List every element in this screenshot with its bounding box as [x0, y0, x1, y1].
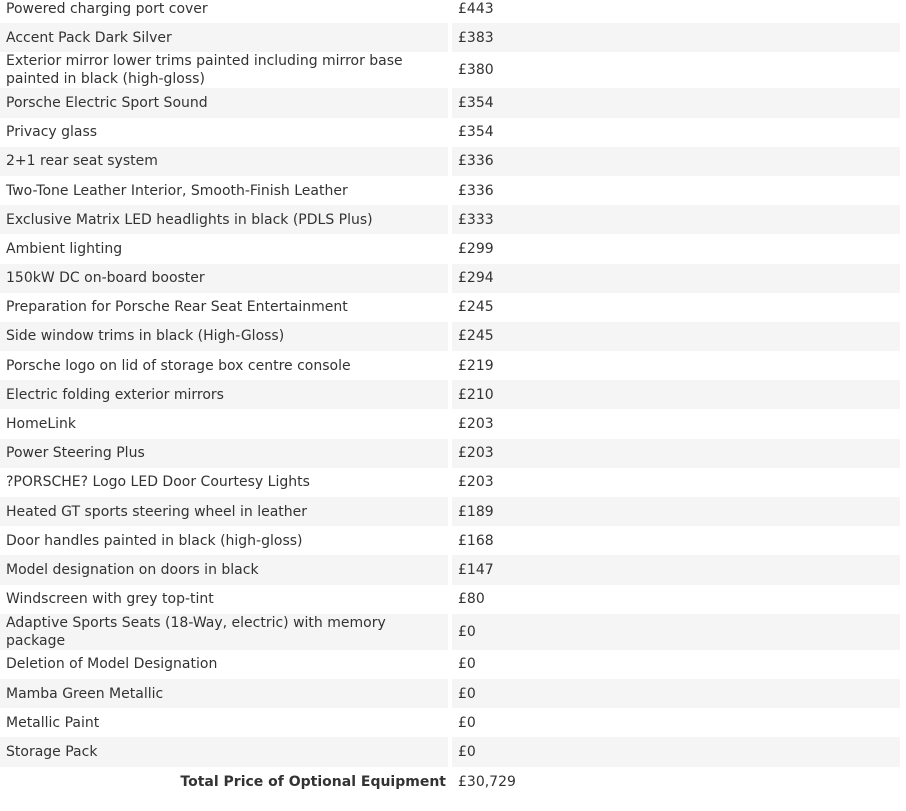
- item-name: Storage Pack: [0, 737, 448, 766]
- item-name: Side window trims in black (High-Gloss): [0, 322, 448, 351]
- item-name: Windscreen with grey top-tint: [0, 585, 448, 614]
- item-name: Model designation on doors in black: [0, 555, 448, 584]
- item-name: Porsche Electric Sport Sound: [0, 88, 448, 117]
- table-row: [0, 0, 900, 23]
- item-price: £203: [452, 468, 900, 497]
- item-price: £294: [452, 264, 900, 293]
- item-price: £0: [452, 679, 900, 708]
- item-price: £0: [452, 708, 900, 737]
- table-row: [0, 293, 900, 322]
- item-price: £147: [452, 555, 900, 584]
- item-price: £203: [452, 409, 900, 438]
- table-row: [0, 23, 900, 52]
- item-price: £354: [452, 88, 900, 117]
- table-row: [0, 205, 900, 234]
- item-price: £383: [452, 23, 900, 52]
- table-row: [0, 614, 900, 650]
- table-row: [0, 147, 900, 176]
- item-name: Metallic Paint: [0, 708, 448, 737]
- item-name: Mamba Green Metallic: [0, 679, 448, 708]
- item-name: Porsche logo on lid of storage box centre console: [0, 351, 448, 380]
- item-name: 2+1 rear seat system: [0, 147, 448, 176]
- table-row: [0, 409, 900, 438]
- table-row: [0, 737, 900, 766]
- item-price: £168: [452, 526, 900, 555]
- item-price: £0: [452, 614, 900, 650]
- item-price: £219: [452, 351, 900, 380]
- item-price: £189: [452, 497, 900, 526]
- item-name: Adaptive Sports Seats (18-Way, electric) with memory package: [0, 614, 448, 650]
- table-row: [0, 176, 900, 205]
- item-price: £299: [452, 234, 900, 263]
- item-name: Privacy glass: [0, 118, 448, 147]
- table-row: [0, 555, 900, 584]
- table-row: [0, 585, 900, 614]
- table-row: [0, 264, 900, 293]
- table-row: [0, 439, 900, 468]
- item-price: £380: [452, 52, 900, 88]
- total-value: £30,729: [452, 767, 900, 798]
- item-price: £336: [452, 176, 900, 205]
- item-name: Door handles painted in black (high-gloss): [0, 526, 448, 555]
- table-row: [0, 679, 900, 708]
- item-price: £203: [452, 439, 900, 468]
- item-price: £443: [452, 0, 900, 23]
- table-row: [0, 526, 900, 555]
- item-name: HomeLink: [0, 409, 448, 438]
- item-name: Heated GT sports steering wheel in leather: [0, 497, 448, 526]
- table-row: [0, 234, 900, 263]
- item-name: Deletion of Model Designation: [0, 650, 448, 679]
- item-price: £80: [452, 585, 900, 614]
- item-name: Exterior mirror lower trims painted including mirror base painted in black (high-gloss): [0, 52, 448, 88]
- item-name: Ambient lighting: [0, 234, 448, 263]
- item-price: £210: [452, 380, 900, 409]
- item-name: Two-Tone Leather Interior, Smooth-Finish Leather: [0, 176, 448, 205]
- table-row: [0, 468, 900, 497]
- table-row: [0, 118, 900, 147]
- item-price: £245: [452, 293, 900, 322]
- table-row: [0, 88, 900, 117]
- table-row: [0, 52, 900, 88]
- table-row: [0, 650, 900, 679]
- table-row: [0, 322, 900, 351]
- table-row: [0, 497, 900, 526]
- total-row: [0, 767, 900, 798]
- table-row: [0, 380, 900, 409]
- item-name: Preparation for Porsche Rear Seat Entertainment: [0, 293, 448, 322]
- item-name: Exclusive Matrix LED headlights in black (PDLS Plus): [0, 205, 448, 234]
- item-name: 150kW DC on-board booster: [0, 264, 448, 293]
- item-name: Powered charging port cover: [0, 0, 448, 23]
- item-price: £333: [452, 205, 900, 234]
- item-price: £0: [452, 737, 900, 766]
- item-price: £0: [452, 650, 900, 679]
- item-name: Accent Pack Dark Silver: [0, 23, 448, 52]
- item-price: £336: [452, 147, 900, 176]
- item-name: ?PORSCHE? Logo LED Door Courtesy Lights: [0, 468, 448, 497]
- total-label: Total Price of Optional Equipment: [0, 767, 448, 798]
- item-name: Electric folding exterior mirrors: [0, 380, 448, 409]
- item-price: £245: [452, 322, 900, 351]
- table-row: [0, 708, 900, 737]
- item-price: £354: [452, 118, 900, 147]
- item-name: Power Steering Plus: [0, 439, 448, 468]
- table-row: [0, 351, 900, 380]
